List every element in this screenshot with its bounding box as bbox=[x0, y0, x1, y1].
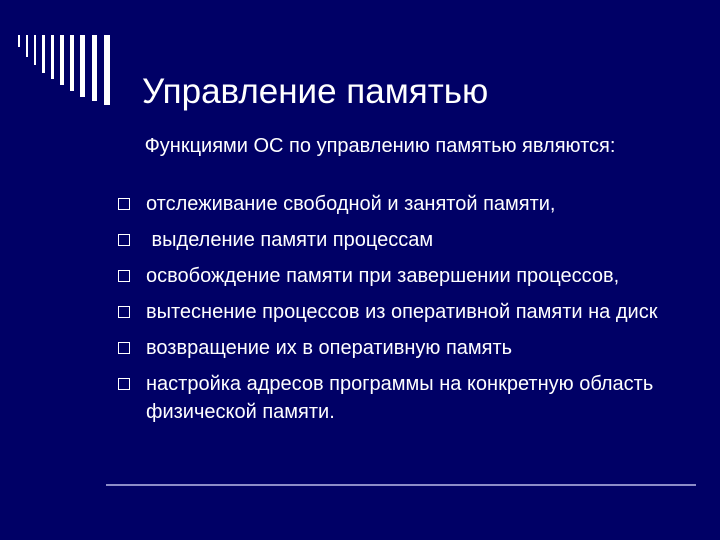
bullet-text: отслеживание свободной и занятой памяти, bbox=[146, 193, 556, 215]
intro-text: Функциями ОС по управлению памятью являются: bbox=[144, 135, 616, 157]
hollow-square-bullet-icon bbox=[118, 198, 130, 210]
bullet-item bbox=[118, 226, 678, 254]
stripes-decoration bbox=[0, 0, 130, 110]
stripe bbox=[92, 35, 97, 101]
stripe bbox=[80, 35, 85, 97]
bullet-text: возвращение их в оперативную память bbox=[146, 337, 513, 359]
bullet-list bbox=[118, 190, 678, 434]
hollow-square-bullet-icon bbox=[118, 234, 130, 246]
stripe bbox=[51, 35, 54, 79]
bullet-item bbox=[118, 190, 678, 218]
stripe bbox=[60, 35, 64, 85]
bottom-divider bbox=[106, 484, 696, 486]
stripe bbox=[34, 35, 36, 65]
hollow-square-bullet-icon bbox=[118, 306, 130, 318]
stripe bbox=[26, 35, 28, 57]
bullet-text: освобождение памяти при завершении процессов, bbox=[146, 265, 620, 287]
bullet-item bbox=[118, 334, 678, 362]
stripe bbox=[18, 35, 20, 47]
bullet-text: вытеснение процессов из оперативной памяти на диск bbox=[146, 301, 658, 323]
slide-title: Управление памятью bbox=[142, 72, 489, 111]
hollow-square-bullet-icon bbox=[118, 378, 130, 390]
hollow-square-bullet-icon bbox=[118, 270, 130, 282]
bullet-item bbox=[118, 298, 678, 326]
bullet-text: настройка адресов программы на конкретную область физической памяти. bbox=[146, 373, 654, 423]
bullet-text: выделение памяти процессам bbox=[146, 229, 434, 251]
stripe bbox=[104, 35, 110, 105]
bullet-item bbox=[118, 370, 678, 426]
stripe bbox=[42, 35, 45, 73]
bullet-item bbox=[118, 262, 678, 290]
hollow-square-bullet-icon bbox=[118, 342, 130, 354]
stripe bbox=[70, 35, 74, 91]
